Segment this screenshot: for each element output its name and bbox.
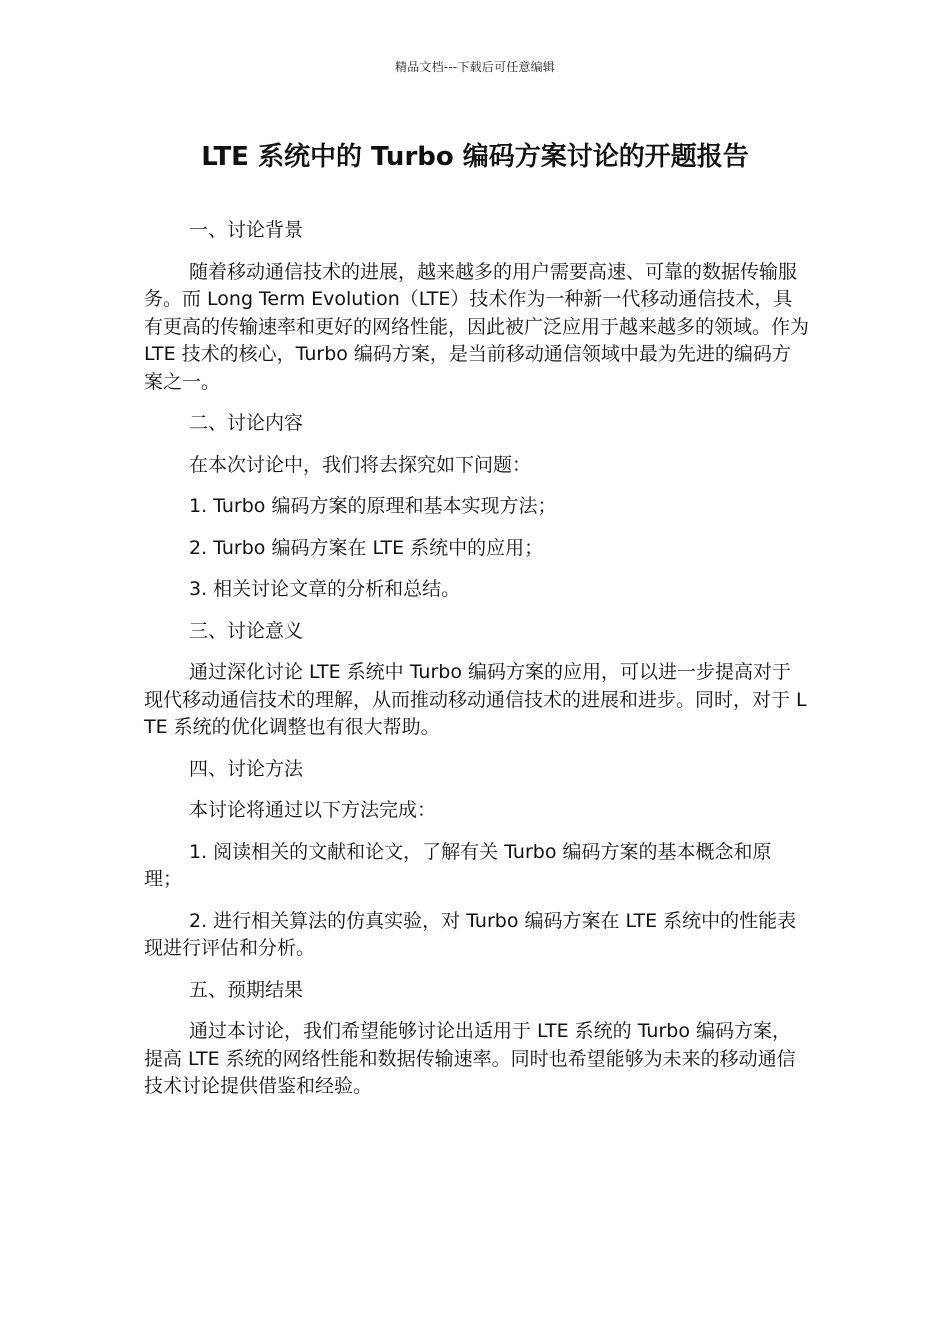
paragraph: 在本次讨论中，我们将去探究如下问题：	[189, 453, 532, 476]
list-item: 1. Turbo 编码方案的原理和基本实现方法；	[189, 495, 557, 517]
paragraph: 通过深化讨论 LTE 系统中 Turbo 编码方案的应用，可以进一步提高对于现代移动通信技术的理解，从而推动移动通信技术的进展和进步。同时，对于 LTE 系统的优化调整也有很大帮助。	[144, 661, 807, 738]
list-item: 3. 相关讨论文章的分析和总结。	[189, 578, 461, 600]
document-title: LTE 系统中的 Turbo 编码方案讨论的开题报告	[201, 142, 749, 172]
list-item: 1. 阅读相关的文献和论文，了解有关 Turbo 编码方案的基本概念和原理；	[144, 840, 772, 890]
section-heading-background: 一、讨论背景	[189, 219, 304, 241]
section-heading-significance: 三、讨论意义	[189, 619, 304, 642]
paragraph: 随着移动通信技术的进展，越来越多的用户需要高速、可靠的数据传输服务。而 Long Term Evolution（LTE）技术作为一种新一代移动通信技术，具有更高的传输速率和更好的网络性能，因此被广泛应用于越来越多的领域。作为 LTE 技术的核心，Turbo 编码方案，是当前移动通信领域中最为先进的编码方案之一。	[144, 260, 810, 393]
section-heading-expected-results: 五、预期结果	[189, 978, 304, 1001]
paragraph: 本讨论将通过以下方法完成：	[189, 799, 437, 821]
section-heading-method: 四、讨论方法	[189, 757, 304, 780]
list-item: 2. Turbo 编码方案在 LTE 系统中的应用；	[189, 536, 544, 559]
document-body	[144, 217, 809, 1115]
section-heading-content: 二、讨论内容	[189, 412, 304, 434]
paragraph: 通过本讨论，我们希望能够讨论出适用于 LTE 系统的 Turbo 编码方案，提高 LTE 系统的网络性能和数据传输速率。同时也希望能够为未来的移动通信技术讨论提供借鉴和经验。	[144, 1020, 796, 1097]
header-note: 精品文档---下载后可任意编辑	[395, 60, 555, 74]
list-item: 2. 进行相关算法的仿真实验，对 Turbo 编码方案在 LTE 系统中的性能表现进行评估和分析。	[144, 909, 797, 959]
